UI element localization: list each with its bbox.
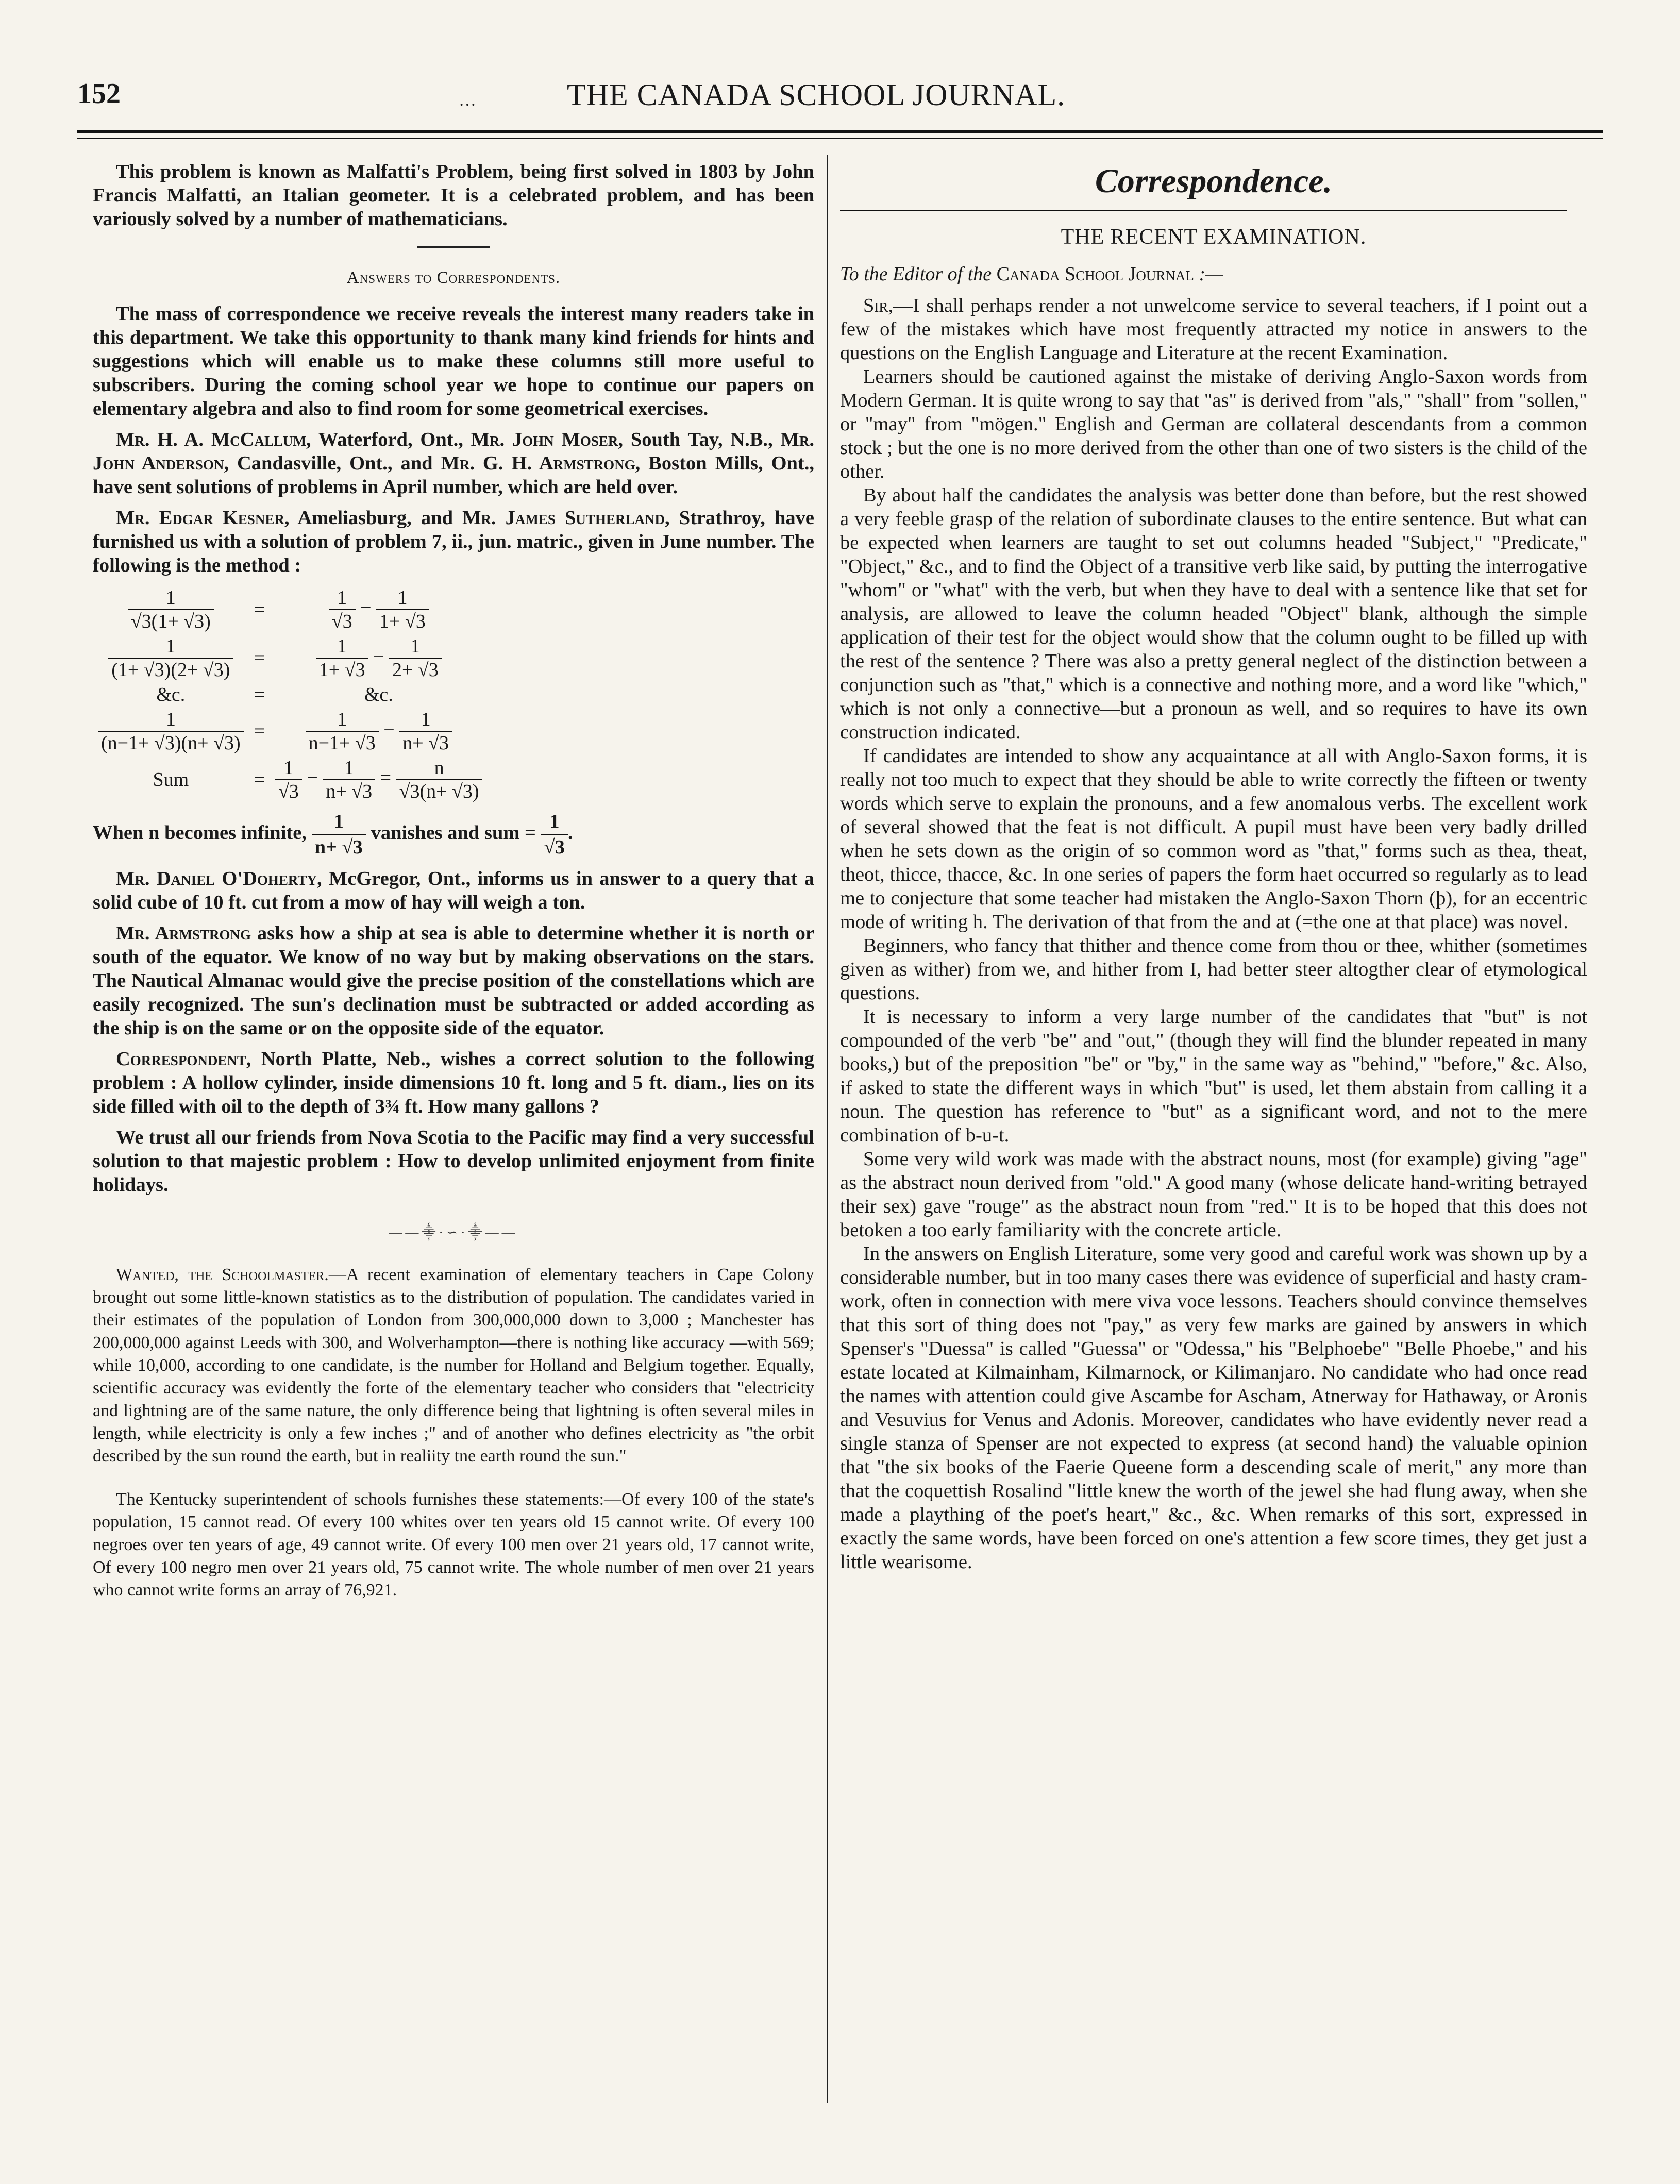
equals-sign: = (254, 647, 265, 669)
letter-paragraph-4: If candidates are intended to show any acquaintance at all with Anglo-Saxon forms, it is really not too much to expect that they should be able to write correctly the fifteen or twenty words which serve to explain the pronouns, and a few anomalous verbs. The excellent work of several showed that the feat is not difficult. A pupil must have been very badly drilled when he sets down as the origin of so common word as "that," forms such as thea, theat, theot, thicce, thacce, &c. In one series of papers the form haet occurred so regularly as to lead me to conjecture that some teacher had mistaken the Anglo-Saxon Thorn (þ), for an eccentric mode of writing h. The derivation of that from the and at (=the one at that place) was novel. (840, 745, 1587, 933)
item-heading: Wanted, the Schoolmaster. (116, 1265, 329, 1284)
paragraph-trust: We trust all our friends from Nova Scotia to the Pacific may find a very successful solution to that majestic problem : How to develop unlimited enjoyment from finite holidays. (93, 1127, 814, 1196)
equals-sign: = (254, 599, 265, 620)
fraction: $\frac{1}{n+ √3}$ (399, 708, 452, 754)
fraction: $\frac{1}{(n-1+ √3)(n+ √3)}$ (98, 708, 244, 754)
text-run: To the Editor of the (840, 263, 997, 285)
malfatti-paragraph: This problem is known as Malfatti's Problem, being first solved in 1803 by John Francis Malfatti, an Italian geometer. It is a celebrated problem, and has been variously solved by a number of mathematicians. (93, 161, 814, 230)
fraction: $\frac{1}{√3(1+ √3)}$ (128, 586, 214, 633)
fraction: $\frac{1}{n-1+ √3}$ (306, 708, 379, 754)
fraction: $\frac{n}{√3(n+ √3)}$ (396, 757, 482, 803)
correspondent-name: Mr. Daniel O'Doherty (116, 868, 317, 889)
ornament-divider: ——⸎·∽·⸎—— (389, 1225, 518, 1240)
etc-text: &c. (364, 684, 393, 705)
answers-heading: Answers to Correspondents. (346, 268, 561, 287)
text-run: , McGregor, Ont., informs us in answer to a query that a solid cube of 10 ft. cut from a mow of hay will weigh a ton. (93, 868, 814, 913)
fraction: $\frac{1}{√3}$ (541, 809, 568, 860)
letter-paragraph-8: In the answers on English Literature, some very good and careful work was shown up by a considerable number, but in too many cases there was evidence of superficial and hasty cram-work, often in connection with mere viva voce lessons. Teachers should convince themselves that this sort of thing does not "pay," as very few marks are gained by answers in which Spenser's "Duessa" is called "Guessa" or "Odessa," his "Belphoebe" "Belle Phoebe," and his estate located at Kilmainham, Kilmarnock, or Kilimanjaro. No candidate who had once read the names with attention could give Ascambe for Ascham, Atnerway for Hathaway, or Aronis and Vesuvius for Venus and Adonis. Moreover, candidates who have evidently never read a single stanza of Spenser are not expected to express (at second hand) the valuable opinion that "the six books of the Faerie Queene form a descending scale of merit," any more than that the coquettish Rosalind "little knew the worth of the jewel she had flung away, when she made a plaything of the poet's heart," &c., &c. When remarks of this sort, expressed in exactly the same words, have been forced on one's attention a few score times, they get just a little wearisome. (840, 1243, 1587, 1573)
section-heading: Correspondence. (1095, 162, 1333, 200)
journal-name: Canada School Journal (996, 263, 1194, 285)
fraction: $\frac{1}{(1+ √3)(2+ √3)}$ (108, 635, 233, 681)
section-rule (417, 246, 490, 248)
text-run: asks how a ship at sea is able to determine whether it is north or south of the equator. We know of no way but by making observations on the stars. The Nautical Almanac would give the precise position of the constellations which are easily recognized. The sun's declination must be subtracted or added according as the ship is on the same or on the opposite side of the equator. (93, 922, 814, 1039)
text-run: When n becomes infinite, (93, 821, 312, 844)
paragraph-wanted (93, 1264, 814, 1468)
text-run: , Strathroy, have furnished us with a solution of problem 7, ii., jun. matric., given in June number. The following is the method : (93, 507, 814, 576)
equation-row (93, 585, 488, 634)
fraction: $\frac{1}{2+ √3}$ (389, 635, 442, 681)
letter-paragraph-6: It is necessary to inform a very large number of the candidates that "but" is not compounded of the verb "be" and "out," (though they will find the blunder repeated in many books,) but of the preposition "be" or "by," in the same way as "behind," "before," &c. Also, if asked to state the different ways in which "but" is used, let them abstain from calling it a noun. The question has reference to "but" as a significant word, and not to the mere combination of b-u-t. (840, 1006, 1587, 1146)
fraction: $\frac{1}{n+ √3}$ (312, 809, 366, 860)
correspondent-name: Correspondent (116, 1048, 246, 1070)
equation-table (93, 585, 488, 804)
letter-paragraph-1 (840, 294, 1587, 365)
equals-sign: = (254, 720, 265, 742)
equals-sign: = (254, 684, 265, 705)
sir-salutation: Sir (863, 295, 888, 316)
letter-paragraph-3: By about half the candidates the analysis was better done than before, but the rest showed a very feeble grasp of the relation of subordinate clauses to the entire sentence. But what can be expected when learners are taught to set out columns headed "Subject," "Predicate," "Object," &c., and to find the Object of a transitive verb like said, by putting the interrogative "whom" or "what" with the verb, but when they have to deal with a sentence like that set for analysis, are allowed to leave the column headed "Object" blank, although the simple application of their test for the object would show that the column ought to be filled up with the rest of the sentence ? There was also a pretty general neglect of the distinction between a conjunction such as "that," which is a connective and nothing more, and a word like "which," which is not only a connective—but a pronoun as well, and so requires to have its own construction indicated. (840, 484, 1587, 743)
limit-conclusion (93, 809, 814, 860)
page-number: 152 (77, 78, 121, 110)
text-run: , South Tay, N.B., (618, 429, 781, 450)
text-run: , Candasville, Ont., and (224, 452, 441, 474)
correspondent-name: Mr. Armstrong (116, 922, 251, 944)
minus-sign: − (307, 767, 318, 789)
text-run: , North Platte, Neb., wishes a correct solution to the following problem : A hollow cylinder, inside dimensions 10 ft. long and 5 ft. diam., lies on its side filled with oil to the depth of 3¾ ft. How many gallons ? (93, 1048, 814, 1117)
text-run: , Ameliasburg, and (284, 507, 463, 529)
header-rule-thin (77, 138, 1603, 139)
left-column (93, 160, 814, 1602)
minus-sign: − (360, 597, 372, 619)
correspondent-name: Mr. H. A. McCallum (116, 429, 306, 450)
paragraph-correspondent (93, 1047, 814, 1118)
math-solution (93, 585, 814, 860)
text-run: , Boston Mills, Ont., have sent solutions of problems in April number, which are held over. (93, 452, 815, 498)
answers-intro: The mass of correspondence we receive reveals the interest many readers take in this department. We take this opportunity to thank many kind friends for hints and suggestions which will enable us to make these columns still more useful to subscribers. During the coming school year we hope to continue our papers on elementary algebra and also to find room for some geometrical exercises. (93, 303, 814, 419)
etc-text: &c. (156, 684, 186, 705)
column-divider (827, 155, 828, 2103)
fraction: $\frac{1}{√3}$ (329, 586, 356, 633)
letter-paragraph-2: Learners should be cautioned against the mistake of deriving Anglo-Saxon words from Modern German. It is quite wrong to say that "as" is derived from "als," "shall" from "sollen," or "may" from "mögen." English and German are collateral descendants from a common stock ; but the one is no more derived from the other than one of two sisters is the child of the other. (840, 366, 1587, 482)
text-run: vanishes and sum = (365, 821, 541, 844)
text-run: —A recent examination of elementary teachers in Cape Colony brought out some little-known statistics as to the distribution of population. The candidates varied in their estimates of the population of London from 300,000,000 down to 3,000 ; Manchester has 200,000,000 against Leeds with 300, and Wolverhampton—there is nothing like accuracy —with 569; while 10,000, according to one candidate, is the number for Holland and Belgium together. Equally, scientific accuracy was evidently the forte of the elementary teacher who considers that "electricity and lightning are of the same nature, the only difference being that lightning is often several miles in length, while electricity is only a few inches ;" and of another who defines electricity as "the orbit described by the sun round the earth, but in realiity tne earth round the sun." (93, 1265, 815, 1466)
fraction: $\frac{1}{√3}$ (275, 757, 302, 803)
paragraph-kentucky: The Kentucky superintendent of schools furnishes these statements:—Of every 100 of the state's population, 15 cannot read. Of every 100 whites over ten years old 15 cannot write. Of every 100 negroes over ten years of age, 49 cannot write. Of every 100 men over 21 years old, 17 cannot write, Of every 100 negro men over 21 years old, 75 cannot write. The whole number of men over 21 years who cannot write forms an array of 76,921. (93, 1490, 814, 1600)
equation-row (93, 634, 488, 682)
header-rule-thick (77, 130, 1603, 133)
paragraph-odoherty (93, 867, 814, 914)
correspondent-name: Mr. James Sutherland (462, 507, 665, 529)
equation-row (93, 707, 488, 755)
equation-row-sum (93, 755, 488, 804)
header-ornament: … (459, 91, 476, 110)
text-run: , Waterford, Ont., (306, 429, 471, 450)
letter-paragraph-7: Some very wild work was made with the abstract nouns, most (for example) giving "age" as the abstract noun derived from "old." A good many (whose delicate hand-writing betrayed their sex) gave "rouge" as the abstract noun from "red." It is to be hoped that this does not betoken a too early familiarity with the concrete article. (840, 1148, 1587, 1241)
correspondent-name: Mr. Edgar Kesner (116, 507, 284, 529)
right-column (840, 160, 1587, 1574)
equals-sign: = (254, 769, 265, 791)
correspondent-name: Mr. John Anderson (93, 429, 814, 474)
fraction: $\frac{1}{n+ √3}$ (323, 757, 375, 803)
text-run: . (568, 821, 573, 844)
paragraph-mccallum (93, 428, 814, 499)
heading-rule (840, 210, 1567, 211)
text-run: :— (1194, 263, 1223, 285)
sum-label: Sum (153, 769, 189, 791)
correspondent-name: Mr. John Moser (471, 429, 618, 450)
equals-sign: = (380, 767, 392, 789)
salutation (840, 263, 1587, 285)
paragraph-kesner (93, 506, 814, 577)
equation-row (93, 682, 488, 707)
fraction: $\frac{1}{1+ √3}$ (316, 635, 368, 681)
letter-paragraph-5: Beginners, who fancy that thither and thence come from thou or thee, whither (sometimes given as wither) from we, and hither from I, had better steer altogther clear of etymological questions. (840, 935, 1587, 1004)
minus-sign: − (383, 718, 395, 741)
text-run: ,—I shall perhaps render a not unwelcome service to several teachers, if I point out a few of the mistakes which have most frequently attracted my notice in answers to the questions on the English Language and Literature at the recent Examination. (840, 295, 1587, 364)
journal-title: THE CANADA SCHOOL JOURNAL. (567, 78, 1066, 112)
fraction: $\frac{1}{1+ √3}$ (376, 586, 429, 633)
correspondent-name: Mr. G. H. Armstrong (441, 452, 635, 474)
article-title: THE RECENT EXAMINATION. (1061, 225, 1367, 249)
minus-sign: − (373, 645, 384, 667)
paragraph-armstrong (93, 921, 814, 1040)
